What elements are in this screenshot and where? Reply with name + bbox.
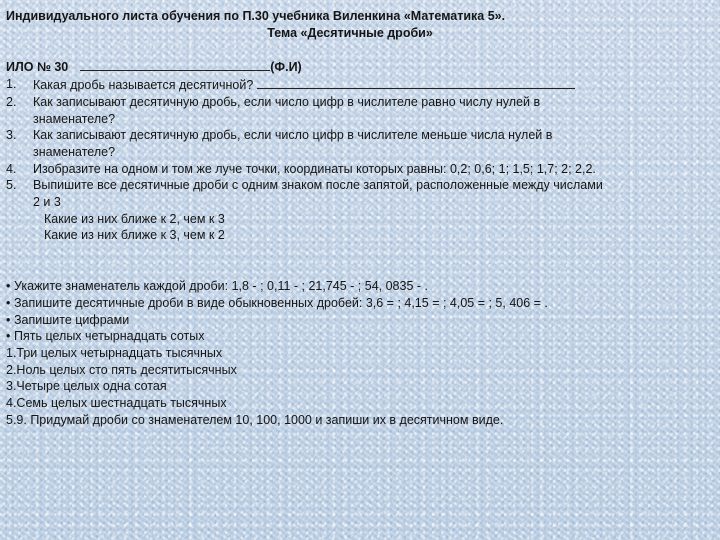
task-item: • Запишите десятичные дроби в виде обыкновенных дробей: 3,6 = ; 4,15 = ; 4,05 = ; 5, 406 = . <box>6 295 548 310</box>
name-blank <box>80 58 270 71</box>
task-item: 5.9. Придумай дроби со знаменателем 10, 100, 1000 и запиши их в десятичном виде. <box>6 412 504 427</box>
fio-label: (Ф.И) <box>270 60 302 75</box>
worksheet-header <box>6 8 714 41</box>
task-item: 1.Три целых четырнадцать тысячных <box>6 345 223 360</box>
task-item: • Укажите знаменатель каждой дроби: 1,8 - ; 0,11 - ; 21,745 - ; 54, 0835 - . <box>6 279 428 294</box>
task-item: • Пять целых четырнадцать сотых <box>6 329 205 344</box>
worksheet-topic: Тема «Десятичные дроби» <box>267 25 433 40</box>
question-item: 3. Как записывают десятичную дробь, если число цифр в числителе меньше числа нулей в знаменателе? <box>6 128 553 159</box>
task-item: • Запишите цифрами <box>6 312 130 327</box>
question-item: 4. Изобразите на одном и том же луче точки, координаты которых равны: 0,2; 0,6; 1; 1,5; 1,7; 2; 2,2. <box>6 161 596 176</box>
task-item: 3.Четыре целых одна сотая <box>6 379 167 394</box>
question-item: 1. Какая дробь называется десятичной? <box>6 76 714 94</box>
question-list <box>6 76 714 211</box>
ilo-label: ИЛО № 30 <box>6 60 69 75</box>
ilo-line <box>6 58 714 76</box>
q5-subquestion: Какие из них ближе к 3, чем к 2 <box>44 228 225 243</box>
question-item: 2. Как записывают десятичную дробь, если число цифр в числителе равно числу нулей в знаменателе? <box>6 94 541 126</box>
task-item: 2.Ноль целых сто пять десятитысячных <box>6 362 237 377</box>
worksheet-title: Индивидуального листа обучения по П.30 учебника Виленкина «Математика 5». <box>6 9 506 23</box>
task-item: 4.Семь целых шестнадцать тысячных <box>6 396 227 411</box>
worksheet <box>6 8 714 534</box>
q5-subquestion: Какие из них ближе к 2, чем к 3 <box>44 211 225 226</box>
answer-blank <box>257 76 575 89</box>
task-list <box>6 278 714 428</box>
question-item: 5. Выпишите все десятичные дроби с одним знаком после запятой, расположенные между числами 2 и 3 <box>6 178 603 210</box>
